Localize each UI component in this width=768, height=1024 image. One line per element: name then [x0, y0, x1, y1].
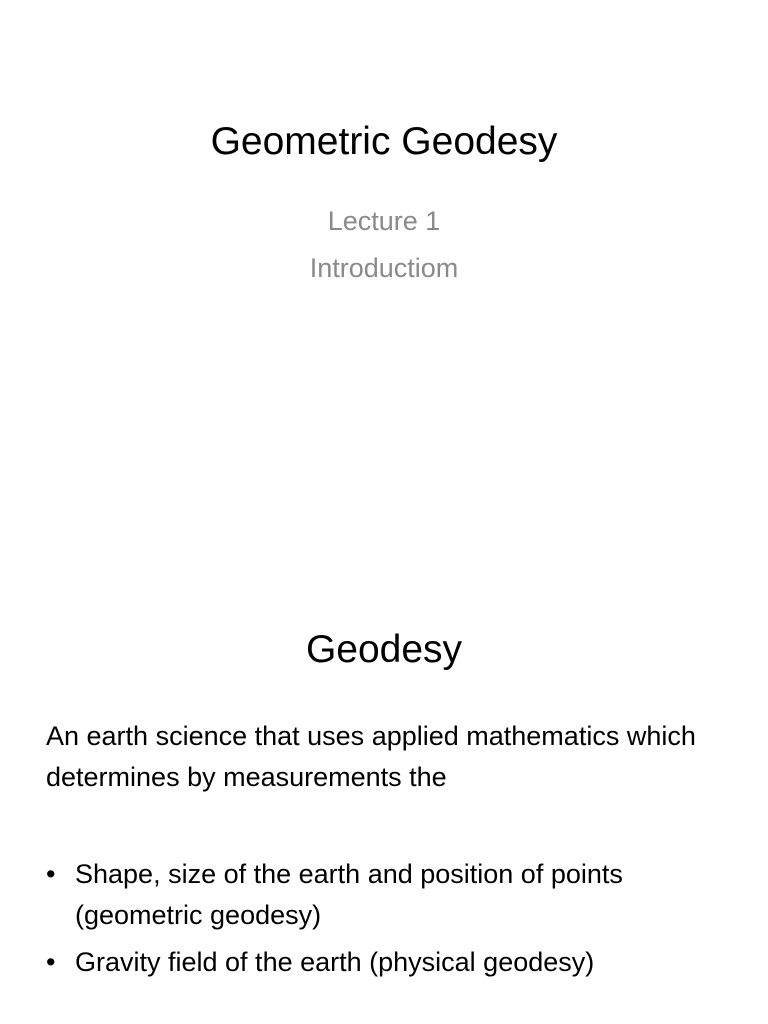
slide-heading: Geodesy — [305, 628, 463, 671]
slide-title-heading: Geometric Geodesy — [210, 120, 558, 163]
bullet-text: Gravity field of the earth (physical geodesy) — [75, 947, 595, 977]
bullet-text: Shape, size of the earth and position of points (geometric geodesy) — [75, 859, 623, 930]
list-item — [46, 942, 736, 983]
subtitle-line-introduction: Introductiom — [309, 253, 459, 283]
list-item — [46, 854, 736, 936]
slide-geodesy — [0, 512, 768, 1024]
bullet-icon: • — [46, 947, 56, 977]
definition-paragraph: An earth science that uses applied mathematics which determines by measurements the — [46, 721, 696, 792]
slide-subtitle — [0, 198, 768, 292]
bullet-list — [46, 854, 736, 989]
bullet-icon: • — [46, 859, 56, 889]
subtitle-line-lecture: Lecture 1 — [327, 206, 441, 236]
